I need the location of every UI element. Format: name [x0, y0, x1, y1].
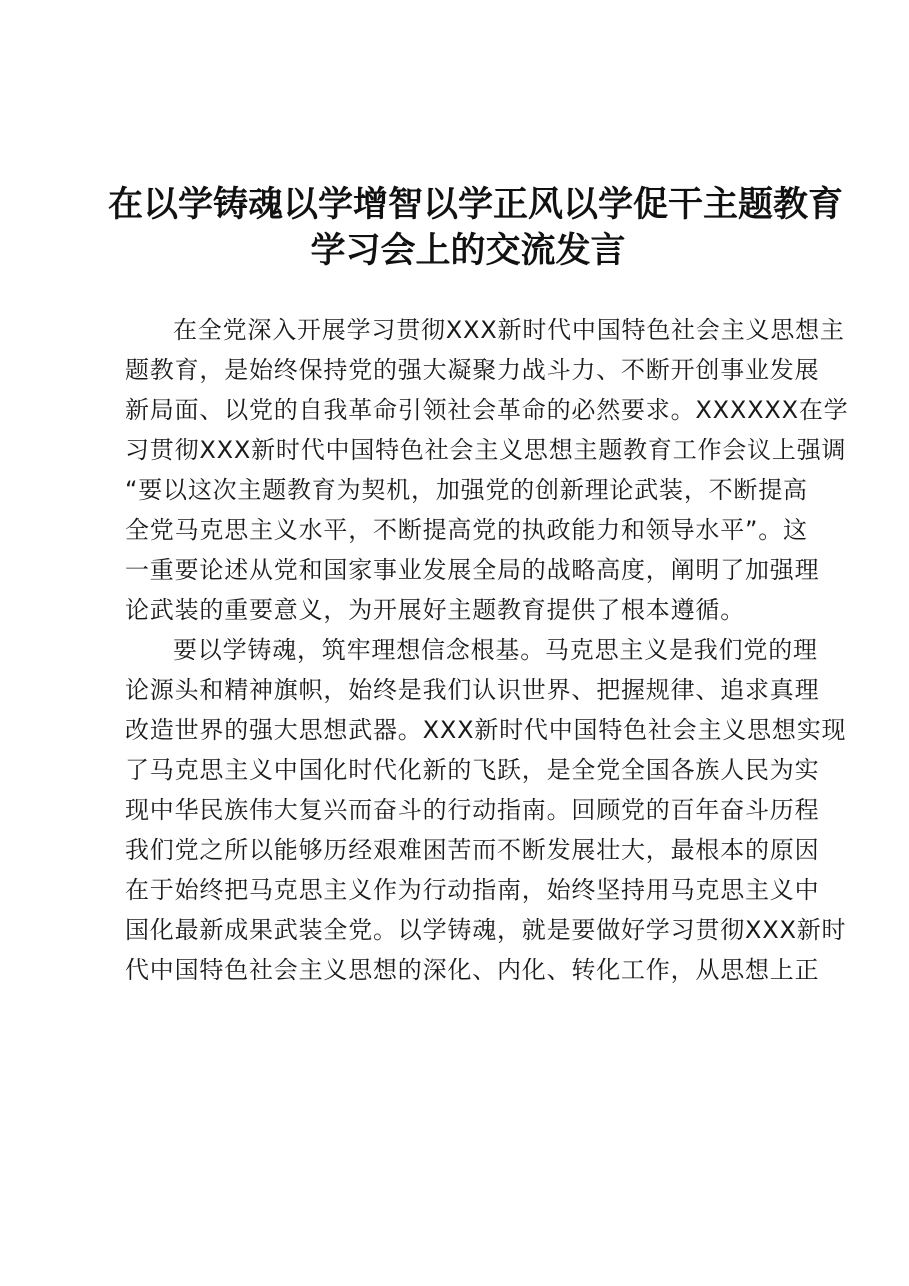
- paragraph-line: 代中国特色社会主义思想的深化、内化、转化工作，从思想上正: [125, 956, 820, 984]
- document-title: [108, 182, 844, 274]
- paragraph-line: 论武装的重要意义，为开展好主题教育提供了根本遵循。: [125, 596, 745, 624]
- paragraph-line: “要以这次主题教育为契机，加强党的创新理论武装，不断提高: [125, 476, 808, 504]
- paragraph-line: 在全党深入开展学习贯彻XXX新时代中国特色社会主义思想主: [173, 316, 845, 344]
- paragraph-line: 现中华民族伟大复兴而奋斗的行动指南。回顾党的百年奋斗历程: [125, 796, 820, 824]
- paragraph-line: 要以学铸魂，筑牢理想信念根基。马克思主义是我们党的理: [173, 636, 818, 664]
- paragraph-2: [125, 630, 847, 990]
- paragraph-line: 在于始终把马克思主义作为行动指南，始终坚持用马克思主义中: [125, 876, 820, 904]
- paragraph-line: 全党马克思主义水平，不断提高党的执政能力和领导水平”。这: [125, 516, 808, 544]
- paragraph-1: [125, 310, 849, 630]
- paragraph-line: 习贯彻XXX新时代中国特色社会主义思想主题教育工作会议上强调: [125, 436, 847, 464]
- title-line-1: 在以学铸魂以学增智以学正风以学促干主题教育: [108, 184, 844, 225]
- document-body: [125, 310, 849, 990]
- paragraph-line: 题教育，是始终保持党的强大凝聚力战斗力、不断开创事业发展: [125, 356, 820, 384]
- title-line-2: 学习会上的交流发言: [310, 230, 626, 271]
- paragraph-line: 我们党之所以能够历经艰难困苦而不断发展壮大，最根本的原因: [125, 836, 820, 864]
- paragraph-line: 了马克思主义中国化时代化新的飞跃，是全党全国各族人民为实: [125, 756, 820, 784]
- paragraph-line: 论源头和精神旗帜，始终是我们认识世界、把握规律、追求真理: [125, 676, 820, 704]
- paragraph-line: 国化最新成果武装全党。以学铸魂，就是要做好学习贯彻XXX新时: [125, 916, 847, 944]
- paragraph-line: 新局面、以党的自我革命引领社会革命的必然要求。XXXXXX在学: [125, 396, 849, 424]
- paragraph-line: 改造世界的强大思想武器。XXX新时代中国特色社会主义思想实现: [125, 716, 847, 744]
- paragraph-line: 一重要论述从党和国家事业发展全局的战略高度，阐明了加强理: [125, 556, 820, 584]
